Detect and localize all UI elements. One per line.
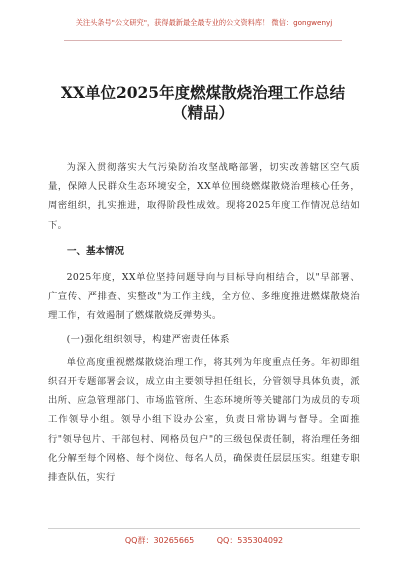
document-body <box>48 158 360 487</box>
subsection-heading: (一)强化组织领导，构建严密责任体系 <box>66 333 230 345</box>
document-title: XX单位2025年度燃煤散烧治理工作总结（精品） <box>60 83 346 122</box>
header-divider <box>64 40 342 41</box>
section-paragraph: 2025年度，XX单位坚持问题导向与目标导向相结合，以"早部署、广宣传、严排查、实整改"为工作主线，全方位、多维度推进燃煤散烧治理工作，有效遏制了燃煤散烧反弹势头。 <box>48 272 360 322</box>
promo-header: 关注头条号"公文研究"，获得最新最全最专业的公文资料库！ 微信：gongwenyj <box>75 18 333 27</box>
qq-group-text: QQ群：30265665 <box>124 536 195 545</box>
subsection-paragraph: 单位高度重视燃煤散烧治理工作，将其列为年度重点任务。年初即组织召开专题部署会议，成立由主要领导担任组长，分管领导具体负责，派出所、应急管理部门、市场监管所、生态环境所等关键部门为成员的专项工作领导小组。领导小组下设办公室，负责日常协调与督导。全面推行"领导包片、干部包村、网格员包户"的三级包保责任制，将治理任务细化分解至每个网格、每个岗位、每名人员，确保责任层层压实。组建专职排查队伍，实行 <box>48 356 360 484</box>
intro-paragraph: 为深入贯彻落实大气污染防治攻坚战略部署，切实改善辖区空气质量，保障人民群众生态环境安全，XX单位围绕燃煤散烧治理核心任务，周密组织，扎实推进，取得阶段性成效。现将2025年度工作情况总结如下。 <box>48 162 360 231</box>
contact-footer <box>0 535 408 546</box>
qq-number-text: QQ：535304092 <box>216 536 284 545</box>
section-heading: 一、基本情况 <box>67 245 125 257</box>
footer-divider <box>48 528 360 529</box>
